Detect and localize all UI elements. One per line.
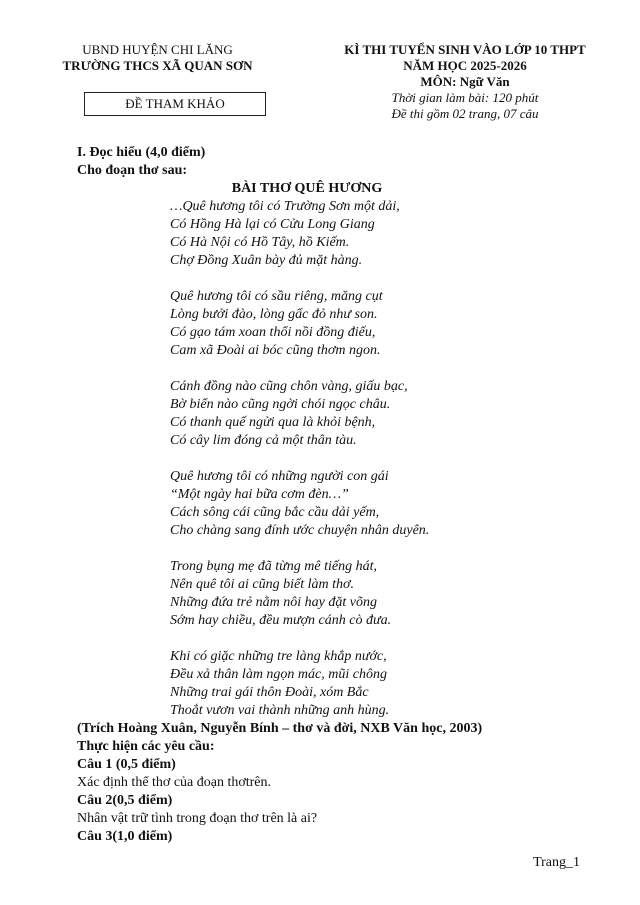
poem-line: Thoắt vươn vai thành những anh hùng. [170, 703, 390, 718]
exam-title: KÌ THI TUYỂN SINH VÀO LỚP 10 THPT [344, 42, 586, 57]
poem-line: Cho chàng sang đính ước chuyện nhân duyên. [170, 523, 430, 538]
header-left [40, 42, 275, 74]
poem-line: Có cây lim đóng cả một thân tàu. [170, 433, 357, 448]
page-count: Đề thi gồm 02 trang, 07 câu [391, 106, 539, 121]
section-title: I. Đọc hiểu (4,0 điểm) [77, 145, 206, 160]
poem-line: Quê hương tôi có sầu riêng, măng cụt [170, 289, 383, 304]
poem-line: Đều xả thân làm ngọn mác, mũi chông [170, 667, 387, 682]
poem-line: Có gạo tám xoan thổi nồi đồng điếu, [170, 325, 376, 340]
poem-line: Khi có giặc những tre làng khắp nước, [170, 649, 387, 664]
poem-line: Có Hồng Hà lại có Cửu Long Giang [170, 217, 375, 232]
question-1-text: Xác định thể thơ của đoạn thơtrên. [77, 775, 272, 790]
poem-line: Bờ biển nào cũng ngời chói ngọc châu. [170, 397, 391, 412]
reference-exam-label: ĐỀ THAM KHẢO [84, 92, 266, 116]
exam-content [77, 144, 597, 846]
poem-line: …Quê hương tôi có Trường Sơn một dải, [170, 199, 400, 214]
question-3-label: Câu 3(1,0 điểm) [77, 829, 173, 844]
poem-line: Chợ Đồng Xuân bày đủ mặt hàng. [170, 253, 363, 268]
poem-stanza [170, 468, 597, 540]
header-right [300, 42, 630, 122]
poem-stanza [170, 288, 597, 360]
poem-line: Cánh đồng nào cũng chôn vàng, giấu bạc, [170, 379, 408, 394]
poem-line: Lòng bưởi đào, lòng gấc đỏ như son. [170, 307, 378, 322]
poem-title: BÀI THƠ QUÊ HƯƠNG [231, 181, 383, 196]
poem-line: Những đứa trẻ nằm nôi hay đặt võng [170, 595, 377, 610]
poem-line: Cách sông cái cũng bắc cầu dải yếm, [170, 505, 380, 520]
poem-line: Có thanh quế ngửi qua là khỏi bệnh, [170, 415, 376, 430]
question-2-text: Nhân vật trữ tình trong đoạn thơ trên là ai? [77, 811, 318, 826]
time-allowed: Thời gian làm bài: 120 phút [391, 90, 539, 105]
page-number: Trang_1 [533, 855, 580, 870]
school-name: TRƯỜNG THCS XÃ QUAN SƠN [62, 58, 253, 73]
question-1-label: Câu 1 (0,5 điểm) [77, 757, 176, 772]
tasks-heading: Thực hiện các yêu cầu: [77, 739, 215, 754]
poem-stanza [170, 558, 597, 630]
poem-stanza [170, 648, 597, 720]
question-2-label: Câu 2(0,5 điểm) [77, 793, 173, 808]
poem-line: Cam xã Đoài ai bóc cũng thơm ngon. [170, 343, 381, 358]
poem-line: “Một ngày hai bữa cơm đèn…” [170, 487, 349, 502]
poem-source: (Trích Hoàng Xuân, Nguyễn Bính – thơ và đời, NXB Văn học, 2003) [77, 721, 483, 736]
authority-name: UBND HUYỆN CHI LĂNG [82, 42, 233, 57]
poem-line: Sớm hay chiều, đều mượn cánh cò đưa. [170, 613, 392, 628]
school-year: NĂM HỌC 2025-2026 [403, 58, 527, 73]
poem-line: Những trai gái thôn Đoài, xóm Bắc [170, 685, 369, 700]
poem-line: Trong bụng mẹ đã từng mê tiếng hát, [170, 559, 377, 574]
poem-line: Quê hương tôi có những người con gái [170, 469, 389, 484]
poem-stanza [170, 198, 597, 270]
section-intro: Cho đoạn thơ sau: [77, 163, 188, 178]
poem-line: Có Hà Nội có Hồ Tây, hồ Kiếm. [170, 235, 350, 250]
poem-line: Nên quê tôi ai cũng biết làm thơ. [170, 577, 355, 592]
subject: MÔN: Ngữ Văn [420, 74, 510, 89]
poem-stanza [170, 378, 597, 450]
poem [170, 198, 597, 720]
